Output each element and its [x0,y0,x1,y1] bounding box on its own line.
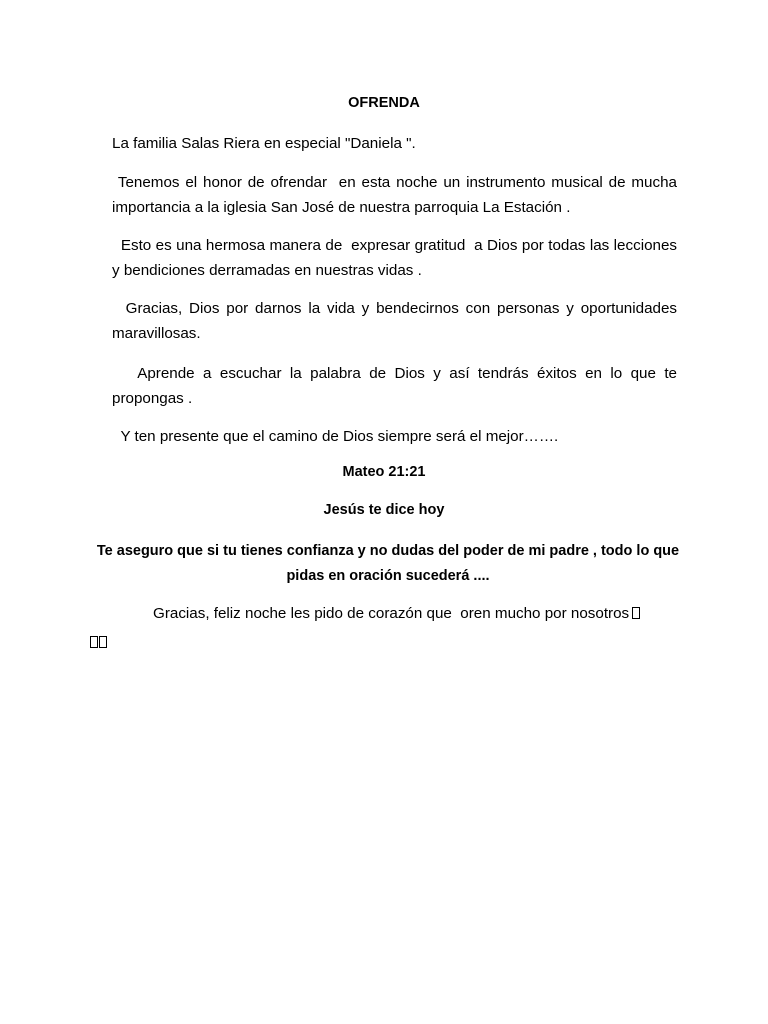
missing-glyph-icon [99,636,107,648]
missing-glyph-icon [632,607,640,619]
verse-quote: Te aseguro que si tu tienes confianza y no dudas del poder de mi padre , todo lo que pidas en oración sucederá .... [96,543,680,584]
verse-reference: Mateo 21:21 [342,464,426,480]
missing-glyph-icon [90,636,98,648]
paragraph-thanks: Gracias, Dios por darnos la vida y bendecirnos con personas y oportunidades maravillosas. [112,300,677,342]
closing-text: Gracias, feliz noche les pido de corazón que oren mucho por nosotros [153,605,630,622]
paragraph-gratitude: Esto es una hermosa manera de expresar gratitud a Dios por todas las lecciones y bendiciones derramadas en nuestras vidas . [112,237,677,279]
verse-intro: Jesús te dice hoy [323,502,445,518]
emoji-line [90,634,108,648]
paragraph-path: Y ten presente que el camino de Dios siempre será el mejor……. [112,428,559,445]
document-title: OFRENDA [348,95,420,111]
paragraph-offering: Tenemos el honor de ofrendar en esta noche un instrumento musical de mucha importancia a la iglesia San José de nuestra parroquia La Estación . [112,174,677,216]
paragraph-learn: Aprende a escuchar la palabra de Dios y así tendrás éxitos en lo que te propongas . [112,365,677,407]
paragraph-family: La familia Salas Riera en especial "Daniela ". [112,135,416,152]
closing-line [153,605,640,622]
